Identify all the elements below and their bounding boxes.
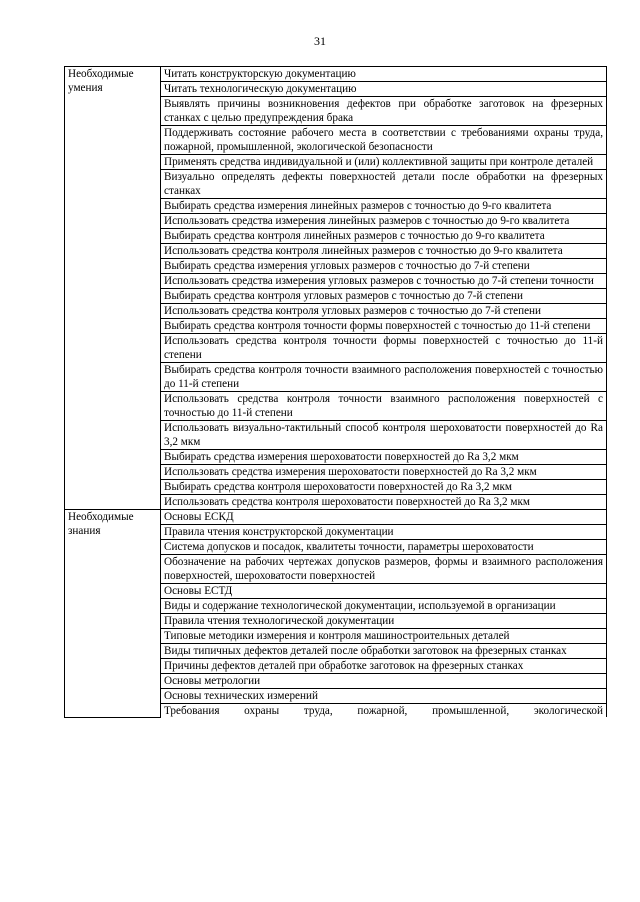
requirement-item: Виды типичных дефектов деталей после обработки заготовок на фрезерных станках: [161, 644, 607, 659]
requirement-item: Выбирать средства контроля шероховатости поверхностей до Ra 3,2 мкм: [161, 480, 607, 495]
requirement-item: Обозначение на рабочих чертежах допусков размеров, формы и взаимного расположения поверхностей, шероховатости поверхностей: [161, 555, 607, 584]
requirement-item: Система допусков и посадок, квалитеты точности, параметры шероховатости: [161, 540, 607, 555]
requirement-item: Основы метрологии: [161, 674, 607, 689]
requirement-item: Выбирать средства измерения линейных размеров с точностью до 9-го квалитета: [161, 199, 607, 214]
table-row: [65, 67, 607, 82]
requirement-item: Выбирать средства контроля точности взаимного расположения поверхностей с точностью до 11-й степени: [161, 363, 607, 392]
requirement-item: Основы технических измерений: [161, 689, 607, 704]
section-label: Необходимые знания: [65, 510, 161, 718]
requirement-item: Использовать средства измерения угловых размеров с точностью до 7-й степени точности: [161, 274, 607, 289]
requirement-item: Использовать средства контроля точности взаимного расположения поверхностей с точностью до 11-й степени: [161, 392, 607, 421]
requirement-item: Использовать средства измерения линейных размеров с точностью до 9-го квалитета: [161, 214, 607, 229]
requirement-item: [161, 704, 607, 718]
section-label: Необходимые умения: [65, 67, 161, 510]
requirement-item: Применять средства индивидуальной и (или) коллективной защиты при контроле деталей: [161, 155, 607, 170]
requirement-item: Выявлять причины возникновения дефектов при обработке заготовок на фрезерных станках с целью предупреждения брака: [161, 97, 607, 126]
requirements-table: [64, 66, 607, 718]
requirement-item: Визуально определять дефекты поверхностей детали после обработки на фрезерных станках: [161, 170, 607, 199]
requirement-item: Правила чтения конструкторской документации: [161, 525, 607, 540]
requirement-item: Использовать средства измерения шероховатости поверхностей до Ra 3,2 мкм: [161, 465, 607, 480]
page-number: 31: [314, 34, 326, 48]
requirement-item: Читать технологическую документацию: [161, 82, 607, 97]
requirement-item: Выбирать средства измерения угловых размеров с точностью до 7-й степени: [161, 259, 607, 274]
requirement-item: Читать конструкторскую документацию: [161, 67, 607, 82]
requirement-item: Использовать визуально-тактильный способ контроля шероховатости поверхностей до Ra 3,2 мкм: [161, 421, 607, 450]
requirement-item: Правила чтения технологической документации: [161, 614, 607, 629]
table-row: [65, 510, 607, 525]
requirement-item: Выбирать средства контроля линейных размеров с точностью до 9-го квалитета: [161, 229, 607, 244]
requirement-item: Виды и содержание технологической документации, используемой в организации: [161, 599, 607, 614]
requirement-item: Типовые методики измерения и контроля машиностроительных деталей: [161, 629, 607, 644]
requirement-item: Основы ЕСТД: [161, 584, 607, 599]
requirement-item: Использовать средства контроля угловых размеров с точностью до 7-й степени: [161, 304, 607, 319]
requirement-item: Использовать средства контроля линейных размеров с точностью до 9-го квалитета: [161, 244, 607, 259]
requirement-item: Использовать средства контроля точности формы поверхностей с точностью до 11-й степени: [161, 334, 607, 363]
requirement-item: Причины дефектов деталей при обработке заготовок на фрезерных станках: [161, 659, 607, 674]
requirement-item: Выбирать средства контроля угловых размеров с точностью до 7-й степени: [161, 289, 607, 304]
requirements-table-body: [65, 67, 607, 718]
requirement-item: Выбирать средства измерения шероховатости поверхностей до Ra 3,2 мкм: [161, 450, 607, 465]
requirement-item: Использовать средства контроля шероховатости поверхностей до Ra 3,2 мкм: [161, 495, 607, 510]
requirement-item: Основы ЕСКД: [161, 510, 607, 525]
requirement-item: Поддерживать состояние рабочего места в соответствии с требованиями охраны труда, пожарной, промышленной, экологической безопасности: [161, 126, 607, 155]
requirement-item-text: Требования охраны труда, пожарной, промышленной, экологической: [164, 705, 603, 717]
requirement-item: Выбирать средства контроля точности формы поверхностей с точностью до 11-й степени: [161, 319, 607, 334]
